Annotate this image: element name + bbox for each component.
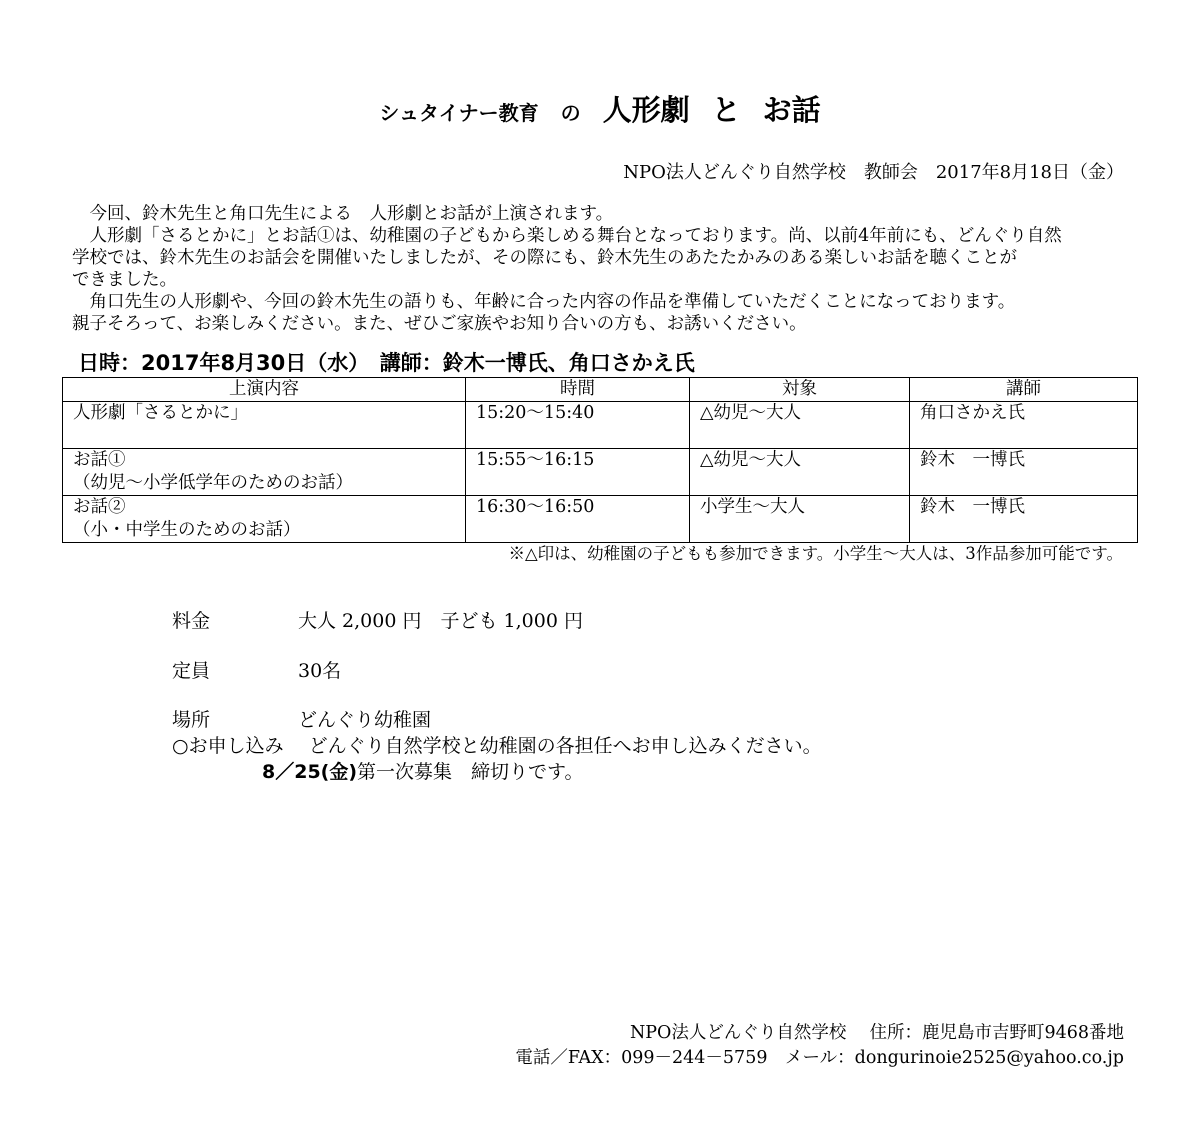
fee-value: 大人 2,000 円 子ども 1,000 円 (298, 610, 583, 632)
teacher-cell: 鈴木 一博氏 (910, 449, 1138, 496)
title-conj: と (711, 93, 741, 127)
deadline-line (262, 757, 584, 784)
performance-title: お話① (73, 450, 126, 470)
performance-cell (63, 449, 466, 496)
title-particle: の (560, 101, 581, 125)
target-cell: 小学生～大人 (690, 496, 910, 543)
table-header-row (63, 378, 1138, 402)
footer-contact: 電話／FAX：099－244－5759 メール：dongurinoie2525@yahoo.co.jp (515, 1048, 1124, 1068)
performance-title: 人形劇「さるとかに」 (73, 403, 248, 423)
document-title (0, 88, 1200, 129)
intro-line: できました。 (72, 270, 177, 290)
event-datetime-lecturers: 日時：2017年8月30日（水） 講師：鈴木一博氏、角口さかえ氏 (78, 351, 695, 375)
table-row (63, 496, 1138, 543)
teacher-cell: 角口さかえ氏 (910, 402, 1138, 449)
performance-title: お話② (73, 497, 126, 517)
participation-note: ※△印は、幼稚園の子どもも参加できます。小学生～大人は、3作品参加可能です。 (508, 544, 1123, 563)
column-header: 講師 (910, 378, 1138, 402)
application-info: ○お申し込み どんぐり自然学校と幼稚園の各担任へお申し込みください。 (172, 735, 822, 757)
target-cell: △幼児～大人 (690, 402, 910, 449)
time-cell: 16:30～16:50 (466, 496, 690, 543)
venue-label: 場所 (172, 709, 211, 731)
deadline-text: 第一次募集 締切りです。 (357, 761, 584, 783)
performance-subtitle: （小・中学生のためのお話） (73, 520, 301, 540)
intro-line: 親子そろって、お楽しみください。また、ぜひご家族やお知り合いの方も、お誘いください。 (72, 314, 807, 334)
footer-address: NPO法人どんぐり自然学校 住所：鹿児島市吉野町9468番地 (629, 1023, 1124, 1043)
title-main: 人形劇 (602, 93, 690, 127)
title-main2: お話 (762, 93, 821, 127)
intro-line: 学校では、鈴木先生のお話会を開催いたしましたが、その際にも、鈴木先生のあたたかみのある楽しいお話を聴くことが (72, 248, 1017, 268)
deadline-date: 8／25(金) (262, 761, 358, 783)
intro-line: 人形劇「さるとかに」とお話①は、幼稚園の子どもから楽しめる舞台となっております。尚、以前4年前にも、どんぐり自然 (72, 226, 1062, 246)
title-prefix: シュタイナー教育 (379, 101, 539, 125)
column-header: 対象 (690, 378, 910, 402)
table-row (63, 449, 1138, 496)
column-header: 時間 (466, 378, 690, 402)
column-header: 上演内容 (63, 378, 466, 402)
performance-cell (63, 402, 466, 449)
time-cell: 15:55～16:15 (466, 449, 690, 496)
fee-label: 料金 (172, 610, 211, 632)
intro-line: 角口先生の人形劇や、今回の鈴木先生の語りも、年齢に合った内容の作品を準備していただくことになっております。 (72, 292, 1016, 312)
organizer-date-line: NPO法人どんぐり自然学校 教師会 2017年8月18日（金） (623, 162, 1124, 183)
venue-value: どんぐり幼稚園 (298, 709, 432, 731)
target-cell: △幼児～大人 (690, 449, 910, 496)
performance-cell (63, 496, 466, 543)
schedule-table (62, 377, 1138, 543)
table-row (63, 402, 1138, 449)
capacity-value: 30名 (298, 660, 342, 682)
capacity-label: 定員 (172, 660, 211, 682)
time-cell: 15:20～15:40 (466, 402, 690, 449)
intro-line: 今回、鈴木先生と角口先生による 人形劇とお話が上演されます。 (72, 204, 614, 224)
performance-subtitle: （幼児～小学低学年のためのお話） (73, 473, 353, 493)
teacher-cell: 鈴木 一博氏 (910, 496, 1138, 543)
